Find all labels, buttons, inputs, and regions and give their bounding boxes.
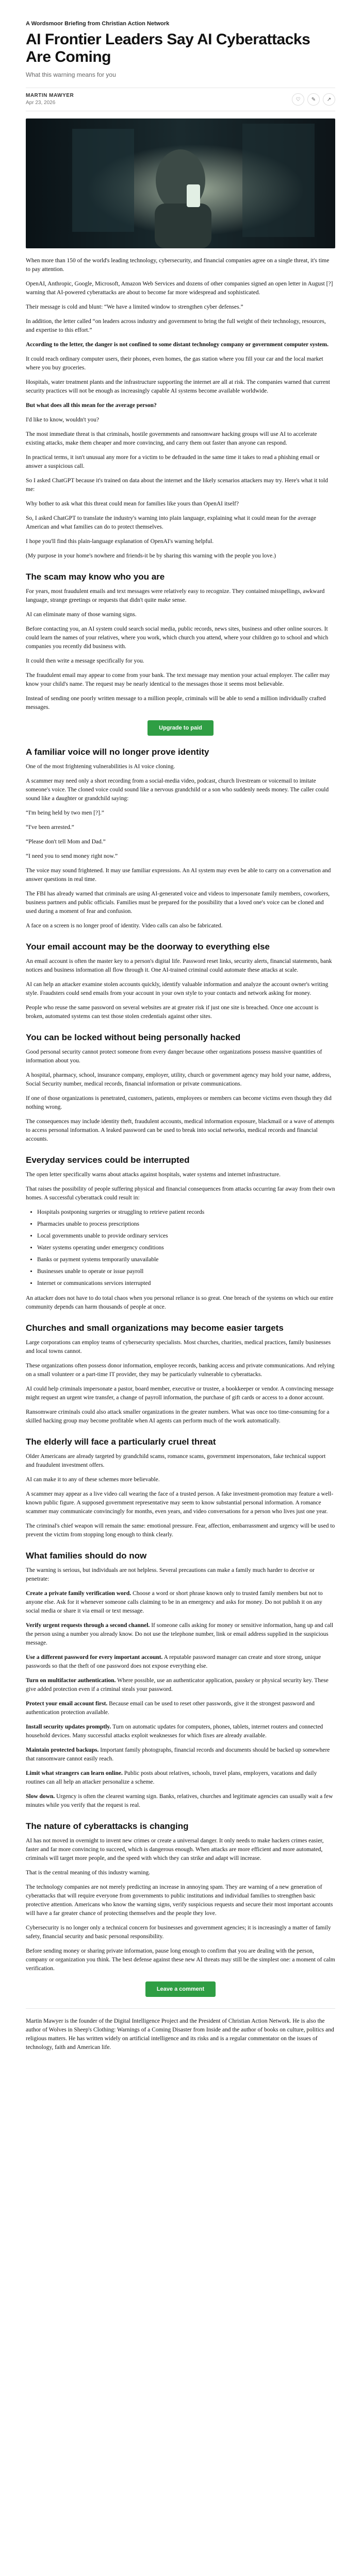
paragraph: AI could help criminals impersonate a pastor, board member, executive or trustee, a bookkeeper or vendor. A convincing message might request an urgent wire transfer, a change of payroll information, the purchase of gift cards or access to a donor account. — [26, 1386, 334, 1401]
paragraph: The open letter specifically warns about attacks against hospitals, water systems and internet infrastructure. — [26, 1172, 281, 1178]
paragraph: The warning is serious, but individuals are not helpless. Several precautions can make a family much harder to deceive or penetrate: — [26, 1567, 315, 1582]
paragraph: The consequences may include identity theft, fraudulent accounts, medical information exposure, blackmail or a wave of attempts to access personal information. A leaked password can be used to break into social networks, medical records and financial accounts. — [26, 1118, 335, 1142]
paragraph: An attacker does not have to do total chaos when you personal reliance is so great. One breach of the systems on which our entire community depends can harm thousands of people at once. — [26, 1295, 334, 1310]
tip-item — [26, 1792, 335, 1810]
section-heading: Everyday services could be interrupted — [26, 1155, 190, 1165]
paragraph — [26, 341, 335, 349]
tip-text: Important family photographs, financial records and documents should be backed up somewhere that ransomware cannot easily reach. — [26, 1747, 330, 1762]
upgrade-cta — [26, 720, 335, 736]
disruption-list — [26, 1208, 335, 1288]
paragraph: AI has not moved in overnight to invent new crimes or create a universal danger. It only needs to make hackers crimes easier, faster and far more convincing to succeed, which is dangerous enough. When attacks are more efficient and more automated, criminals will target more people, and the speed with which they can strike and adapt will increase. — [26, 1838, 324, 1861]
paragraph: The technology companies are not merely predicting an increase in annoying spam. They are warning of a new generation of cyberattacks that will require everyone from governments to public institutions and individual families to strengthen basic protective attention. Americans who know the warning signs, verify suspicious requests and secure their most important accounts will have a far greater chance of protecting themselves and the people they love. — [26, 1884, 333, 1917]
tip-title: Install security updates promptly. — [26, 1724, 111, 1730]
hero-image — [26, 118, 335, 248]
tips-list — [26, 1589, 335, 1810]
paragraph: That is the central meaning of this industry warning. — [26, 1870, 151, 1876]
tip-text: Because email can be used to reset other passwords, give it the strongest password and authentication protection available. — [26, 1701, 315, 1716]
divider — [26, 2008, 335, 2009]
upgrade-button[interactable]: Upgrade to paid — [147, 720, 214, 736]
publication-kicker: A Wordsmoor Briefing from Christian Action Network — [26, 21, 170, 27]
emphasis: But what does all this mean for the average person? — [26, 402, 157, 409]
paragraph: When more than 150 of the world's leading technology, cybersecurity, and financial companies agree on a single threat, it's time to pay attention. — [26, 258, 330, 273]
list-item: • Pharmacies unable to process prescriptions — [37, 1220, 335, 1229]
paragraph: If one of those organizations is penetrated, customers, patients, employees or members can become victims even though they did nothing wrong. — [26, 1095, 332, 1110]
tip-title: Verify urgent requests through a second channel. — [26, 1622, 150, 1629]
tip-item — [26, 1589, 335, 1616]
quote-line: “Please don't tell Mom and Dad.” — [26, 839, 106, 845]
paragraph: Hospitals, water treatment plants and the infrastructure supporting the internet are all at risk. The companies warned that current security practices will not be enough as increasingly capable AI systems become available worldwide. — [26, 379, 330, 394]
paragraph: OpenAI, Anthropic, Google, Microsoft, Amazon Web Services and dozens of other companies signed an open letter in August [?] warning that AI-powered cyberattacks are about to become far more widespread and sophisticated. — [26, 281, 333, 296]
paragraph: Ransomware criminals could also attack smaller organizations in the greater numbers. What was once too time-consuming for a skilled hacking group may become profitable when AI agents can perform much of the work automatically. — [26, 1409, 330, 1424]
byline — [26, 88, 335, 111]
list-item: • Water systems operating under emergency conditions — [37, 1244, 335, 1252]
leave-comment-button[interactable]: Leave a comment — [145, 1981, 216, 1997]
paragraph: That raises the possibility of people suffering physical and financial consequences from attacks occurring far away from their own homes. A successful cyberattack could result in: — [26, 1186, 335, 1201]
paragraph: In practical terms, it isn't unusual any more for a victim to be defrauded in the same time it takes to read a phishing email or answer a suspicious call. — [26, 454, 320, 469]
tip-text: A reputable password manager can create and store strong, unique passwords so that the theft of one password does not expose everything else. — [26, 1654, 321, 1669]
tip-item — [26, 1746, 335, 1764]
section-heading: What families should do now — [26, 1551, 147, 1561]
tip-item — [26, 1621, 335, 1648]
paragraph: Older Americans are already targeted by grandchild scams, romance scams, government impersonators, fake technical support and fraudulent investment offers. — [26, 1453, 326, 1468]
tip-text: Turn on automatic updates for computers, phones, tablets, internet routers and connected household devices. Many successful attacks exploit weaknesses for which fixes are already available. — [26, 1724, 323, 1739]
list-item: • Hospitals postponing surgeries or struggling to retrieve patient records — [37, 1208, 335, 1217]
paragraph: People who reuse the same password on several websites are at greater risk if just one site is breached. Once one account is broken, automated systems can test those stolen credentials against other sites. — [26, 1005, 319, 1020]
comment-icon[interactable]: ✎ — [307, 93, 320, 106]
quote-line: “I need you to send money right now.” — [26, 853, 118, 859]
paragraph: Why bother to ask what this threat could mean for families like yours than OpenAI itself? — [26, 501, 239, 507]
tip-text: Choose a word or short phrase known only to trusted family members but not to anyone else. Ask for it whenever someone calls claiming to be in an emergency and asks for money. Do not publish it on any social media or share it via email or text message. — [26, 1590, 323, 1614]
publish-date: Apr 23, 2026 — [26, 100, 56, 106]
tip-title: Slow down. — [26, 1793, 55, 1800]
tip-item — [26, 1769, 335, 1787]
paragraph: The voice may sound frightened. It may use familiar expressions. An AI system may even be able to carry on a conversation and answer questions in real time. — [26, 868, 331, 883]
paragraph: I'd like to know, wouldn't you? — [26, 417, 100, 423]
tip-item — [26, 1676, 335, 1694]
tip-title: Maintain protected backups. — [26, 1747, 99, 1753]
paragraph: These organizations often possess donor information, employee records, banking access and private communications. And relying on a small volunteer or a part-time IT provider, they may be particularly vulnerable to cyberattacks. — [26, 1363, 335, 1378]
author-bio: Martin Mawyer is the founder of the Digital Intelligence Project and the President of Christian Action Network. He is also the author of Wolves in Sheep's Clothing: Warnings of a Coming Disaster from Inside and the author of books on culture, politics and religious matters. He has written widely on artificial intelligence and its risks and is a regular commentator on the issues of technology, faith and American life. — [26, 2018, 334, 2050]
paragraph: Large corporations can employ teams of cybersecurity specialists. Most churches, charities, medical practices, family businesses and local towns cannot. — [26, 1340, 331, 1354]
article-subtitle: What this warning means for you — [26, 71, 116, 78]
paragraph: Before contacting you, an AI system could search social media, public records, news sites, business and other online sources. It could learn the names of your relatives, where you work, which church you attend, where your children go to school and which companies you recently did business with. — [26, 626, 329, 650]
paragraph: Cybersecurity is no longer only a technical concern for businesses and government agencies; it is increasingly a matter of family safety, financial security and basic personal responsibility. — [26, 1925, 331, 1940]
tip-text: Urgency is often the clearest warning sign. Banks, relatives, churches and legitimate agencies can usually wait a few minutes while you verify that the request is real. — [26, 1793, 333, 1808]
list-item: • Local governments unable to provide ordinary services — [37, 1232, 335, 1241]
paragraph — [26, 401, 335, 410]
section-heading: The elderly will face a particularly cruel threat — [26, 1437, 216, 1447]
section-heading: A familiar voice will no longer prove identity — [26, 747, 209, 757]
tip-item — [26, 1723, 335, 1740]
tip-title: Create a private family verification word. — [26, 1590, 132, 1597]
tip-text: Public posts about relatives, schools, travel plans, employers, vacations and daily routines can all help an attacker personalize a scheme. — [26, 1770, 317, 1785]
paragraph: Before sending money or sharing private information, pause long enough to confirm that you are dealing with the person, company or organization you think. The best defense against these new AI threats may still be the simplest one: a moment of calm verification. — [26, 1948, 335, 1972]
author-block — [26, 92, 74, 107]
paragraph: A face on a screen is no longer proof of identity. Video calls can also be fabricated. — [26, 923, 223, 929]
author-name[interactable]: MARTIN MAWYER — [26, 93, 74, 98]
paragraph: The FBI has already warned that criminals are using AI-generated voice and videos to impersonate family members, coworkers, business partners and public officials. Families must be prepared for the possibility that a loved one's voice can be cloned and used during a moment of fear and confusion. — [26, 891, 330, 914]
tip-item — [26, 1700, 335, 1717]
comment-cta — [26, 1981, 335, 1997]
article-title: AI Frontier Leaders Say AI Cyberattacks Are Coming — [26, 31, 310, 65]
section-heading: The nature of cyberattacks is changing — [26, 1821, 189, 1831]
section-heading: The scam may know who you are — [26, 572, 165, 582]
article — [26, 0, 335, 2052]
section-heading: You can be locked without being personally hacked — [26, 1032, 241, 1042]
paragraph: Instead of sending one poorly written message to a million people, criminals will be able to send a million individually crafted messages. — [26, 696, 326, 710]
tip-title: Use a different password for every important account. — [26, 1654, 163, 1660]
paragraph: A hospital, pharmacy, school, insurance company, employer, utility, church or government agency may hold your name, address, Social Security number, medical records, financial information or private communications. — [26, 1072, 331, 1087]
paragraph: The fraudulent email may appear to come from your bank. The text message may mention your actual employer. The caller may know your child's name. The request may be nearly identical to the messages those it seems most believable. — [26, 672, 330, 687]
paragraph: A scammer may appear as a live video call wearing the face of a trusted person. A fake investment-promotion may feature a well-known public figure. A supposed government representative may seem to know substantial personal information. A romance scammer may communicate convincingly for months, even years, and video conversations for a person who lives just one year. — [26, 1491, 334, 1515]
paragraph: I hope you'll find this plain-language explanation of OpenAI's warning helpful. — [26, 538, 214, 545]
paragraph: It could reach ordinary computer users, their phones, even homes, the gas station where you fill your car and the local market where you buy groceries. — [26, 356, 323, 371]
paragraph: Good personal security cannot protect someone from every danger because other organizations possess massive quantities of information about you. — [26, 1049, 322, 1064]
tip-title: Turn on multifactor authentication. — [26, 1677, 116, 1684]
paragraph: (My purpose in your home's nowhere and friends-it be by sharing this warning with the people you love.) — [26, 553, 276, 559]
paragraph: In addition, the letter called “on leaders across industry and government to bring the full weight of their technology, resources, and expertise to this effort.” — [26, 318, 326, 333]
section-heading: Churches and small organizations may become easier targets — [26, 1323, 284, 1333]
tip-item — [26, 1653, 335, 1671]
like-icon[interactable]: ♡ — [292, 93, 304, 106]
tip-text: If someone calls asking for money or sensitive information, hang up and call the person using a number you already know. Do not use the telephone number, link or email address supplied in the suspicious message. — [26, 1622, 334, 1646]
emphasis: According to the letter, the danger is not confined to some distant technology company or government computer system. — [26, 342, 329, 348]
paragraph: Their message is cold and blunt: “We have a limited window to strengthen cyber defenses.” — [26, 304, 243, 310]
paragraph: A scammer may need only a short recording from a social-media video, podcast, church livestream or voicemail to imitate someone's voice. The cloned voice could sound like a nervous grandchild or a son who suddenly needs money. The caller could sound like a daughter or grandchild saying: — [26, 778, 329, 802]
quote-line: “I've been arrested.” — [26, 824, 74, 831]
paragraph: The criminal's chief weapon will remain the same: emotional pressure. Fear, affection, embarrassment and urgency will be used to prevent the victim from stopping long enough to think clearly. — [26, 1523, 335, 1538]
paragraph: AI can make it to any of these schemes more believable. — [26, 1477, 160, 1483]
list-item: • Banks or payment systems temporarily unavailable — [37, 1256, 335, 1264]
paragraph: AI can help an attacker examine stolen accounts quickly, identify valuable information and analyze the account owner's writing style. Fraudsters could send emails from your account in your own style to your contacts and network asking for money. — [26, 981, 329, 996]
list-item: • Businesses unable to operate or issue payroll — [37, 1267, 335, 1276]
paragraph: For years, most fraudulent emails and text messages were relatively easy to recognize. They contained misspellings, awkward language, strange greetings or requests that didn't quite make sense. — [26, 588, 325, 603]
tip-text: Where possible, use an authenticator application, passkey or physical security key. These give added protection even if a criminal steals your password. — [26, 1677, 329, 1692]
list-item: • Internet or communications services interrupted — [37, 1279, 335, 1288]
paragraph: It could then write a message specifically for you. — [26, 658, 144, 664]
quote-line: “I'm being held by two men [?].” — [26, 810, 104, 816]
tip-title: Protect your email account first. — [26, 1701, 108, 1707]
paragraph: So I asked ChatGPT because it's trained on data about the internet and the likely scenarios attackers may try. Here's what it told me: — [26, 478, 329, 493]
section-heading: Your email account may be the doorway to everything else — [26, 942, 270, 952]
paragraph: So, I asked ChatGPT to translate the industry's warning into plain language, explaining what it could mean for the average American and what families can do to protect themselves. — [26, 515, 316, 530]
action-icons — [292, 93, 335, 106]
paragraph: AI can eliminate many of those warning signs. — [26, 612, 137, 618]
paragraph: The most immediate threat is that criminals, hostile governments and ransomware hacking groups will use AI to accelerate existing attacks, make them cheaper and more convincing, and carry them out faster than anyone can respond. — [26, 431, 317, 446]
tip-title: Limit what strangers can learn online. — [26, 1770, 123, 1776]
share-icon[interactable]: ↗ — [323, 93, 335, 106]
paragraph: An email account is often the master key to a person's digital life. Password reset links, security alerts, financial statements, bank notices and business information all flow through it. One AI-trained criminal could automate these attacks at scale. — [26, 958, 332, 973]
paragraph: One of the most frightening vulnerabilities is AI voice cloning. — [26, 764, 175, 770]
